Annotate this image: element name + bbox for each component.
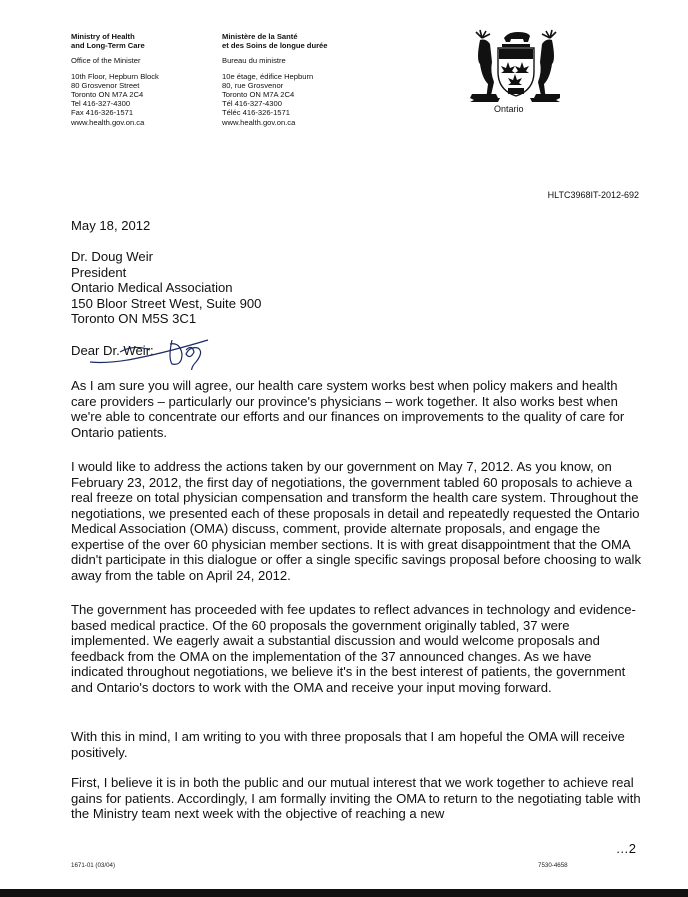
continued-marker: …2 [615,841,636,856]
office-en: Office of the Minister [71,56,141,66]
recipient-name: Dr. Doug Weir [71,249,153,264]
ministry-name-fr-line2: et des Soins de longue durée [222,41,328,51]
address-fr-line3: Toronto ON M7A 2C4 [222,90,295,100]
phone-en: Tel 416-327-4300 [71,99,131,109]
reference-number: HLTC3968IT-2012-692 [547,190,639,200]
address-en-line1: 10th Floor, Hepburn Block [71,71,159,81]
paragraph-3: The government has proceeded with fee updates to reflect advances in technology and evidence-based medical practice. Of the 60 proposals the government originally tabled, 37 were implemented. We eagerly await a substantial discussion and would welcome proposals and feedback from the OMA on the implementation of the 37 announced changes. As we have indicated throughout negotiations, we believe it's in the best interest of patients, the government and Ontario's doctors to work with the OMA and receive your input moving forward. [71,602,636,695]
recipient-title: President [71,264,127,280]
letterhead-english [71,32,211,127]
ministry-name-en-line2: and Long-Term Care [71,41,145,51]
address-fr-line2: 80, rue Grosvenor [222,80,284,90]
website-fr: www.health.gov.on.ca [222,117,296,127]
recipient-city: Toronto ON M5S 3C1 [71,311,197,326]
ministry-name-en-line1: Ministry of Health [71,32,135,41]
fax-fr: Téléc 416-326-1571 [222,108,290,118]
paragraph-1: As I am sure you will agree, our health care system works best when policy makers and health care providers – particularly our province's physicians – work together. It also works best when we're able to concentrate our efforts and our finances on improvements to the quality of care for Ontario patients. [71,378,625,440]
recipient-organization: Ontario Medical Association [71,280,233,295]
handwritten-annotation [88,330,218,370]
address-en-line2: 80 Grosvenor Street [71,80,140,90]
website-en: www.health.gov.on.ca [71,117,145,127]
office-fr: Bureau du ministre [222,56,286,66]
salutation: Dear Dr. Weir: [71,343,154,358]
fax-en: Fax 416-326-1571 [71,108,134,118]
phone-fr: Tél 416-327-4300 [222,99,282,109]
scan-edge-bar [0,889,688,897]
recipient-address [71,249,646,327]
address-fr-line1: 10e étage, édifice Hepburn [222,71,314,81]
recipient-street: 150 Bloor Street West, Suite 900 [71,295,262,311]
letterhead-french [222,32,392,127]
paragraph-5: First, I believe it is in both the public and our mutual interest that we work together to achieve real gains for patients. Accordingly, I am formally inviting the OMA to return to the negotiating table with the Ministry team next week with the objective of reaching a new [71,775,641,821]
paragraph-4: With this in mind, I am writing to you with three proposals that I am hopeful the OMA will receive positively. [71,729,625,760]
crest-label: Ontario [494,104,524,114]
paragraph-2: I would like to address the actions taken by our government on May 7, 2012. As you know, on February 23, 2012, the first day of negotiations, the government tabled 60 proposals to achieve a real freeze on total physician compensation and transform the health care system. Throughout the negotiations, we presented each of these proposals in detail and repeatedly requested the Ontario Medical Association (OMA) discuss, comment, provide alternate proposals, and engage the expertise of the over 60 physician member sections. It is with great disappointment that the OMA didn't participate in this dialogue or offer a single specific savings proposal before choosing to walk away from the table on April 24, 2012. [71,459,641,583]
letter-date: May 18, 2012 [71,218,151,233]
address-en-line3: Toronto ON M7A 2C4 [71,90,144,100]
form-number: 1671-01 (03/04) [71,862,116,869]
stock-number: 7530-4658 [538,862,568,869]
ministry-name-fr-line1: Ministère de la Santé [222,32,298,41]
